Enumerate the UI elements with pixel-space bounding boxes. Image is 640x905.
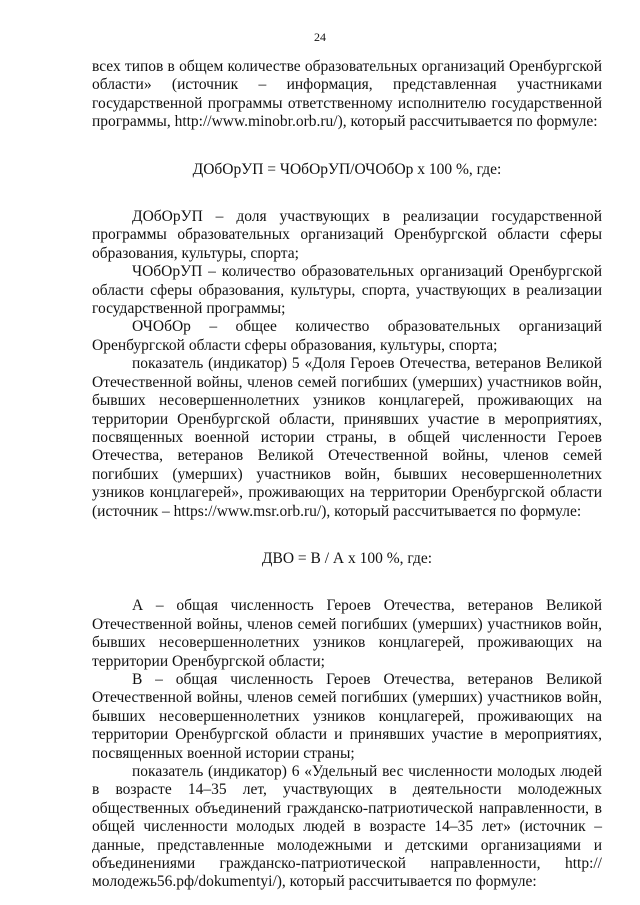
formula-share-organizations: ДОбОрУП = ЧОбОрУП/ОЧОбОр х 100 %, где: — [192, 160, 502, 178]
definition-chobory: ЧОбОрУП – количество образовательных организаций Оренбургской области сферы образования, культуры, спорта, участвующих в реализации государственной программы; — [92, 263, 602, 318]
definition-ochobor: ОЧОбОр – общее количество образовательных организаций Оренбургской области сферы образования, культуры, спорта; — [92, 318, 602, 354]
definition-dobory: ДОбОрУП – доля участвующих в реализации государственной программы образовательных организаций Оренбургской области сферы образования, культуры, спорта; — [92, 208, 602, 262]
indicator-5-paragraph: показатель (индикатор) 5 «Доля Героев Отечества, ветеранов Великой Отечественной войны, членов семей погибших (умерших) участников войн, бывших несовершеннолетних узников концлагерей, проживающих на территории Оренбургской области, принявших участие в мероприятиях, посвященных военной истории страны, в общей численности Героев Отечества, ветеранов Великой Отечественной войны, членов семей погибших (умерших) участников войн, бывших несовершеннолетних узников концлагерей», проживающих на территории Оренбургской области (источник – https://www.msr.orb.ru/), который рассчитывается по формуле: — [92, 355, 602, 520]
document-body — [92, 58, 602, 892]
page-number: 24 — [314, 30, 326, 44]
paragraph-continuation: всех типов в общем количестве образовательных организаций Оренбургской области» (источник – информация, представленная участниками государственной программы ответственному исполнителю государственной программы, http://www.minobr.orb.ru/), который рассчитывается по формуле: — [92, 58, 602, 131]
definition-a: А – общая численность Героев Отечества, ветеранов Великой Отечественной войны, членов семей погибших (умерших) участников войн, бывших несовершеннолетних узников концлагерей, проживающих на территории Оренбургской области; — [92, 597, 602, 670]
definition-b: В – общая численность Героев Отечества, ветеранов Великой Отечественной войны, членов семей погибших (умерших) участников войн, бывших несовершеннолетних узников концлагерей, проживающих на территории Оренбургской области и принявших участие в мероприятиях, посвященных военной истории страны; — [92, 670, 602, 762]
indicator-6-paragraph: показатель (индикатор) 6 «Удельный вес численности молодых людей в возрасте 14–35 лет, участвующих в деятельности молодежных общественных объединений гражданско-патриотической направленности, в общей численности молодых людей в возрасте 14–35 лет» (источник – данные, представленные молодежными и детскими организациями и объединениями гражданско-патриотической направленности, http://молодежь56.рф/dokumentyi/), который рассчитывается по формуле: — [92, 763, 602, 891]
formula-dvo: ДВО = В / А х 100 %, где: — [261, 549, 433, 567]
